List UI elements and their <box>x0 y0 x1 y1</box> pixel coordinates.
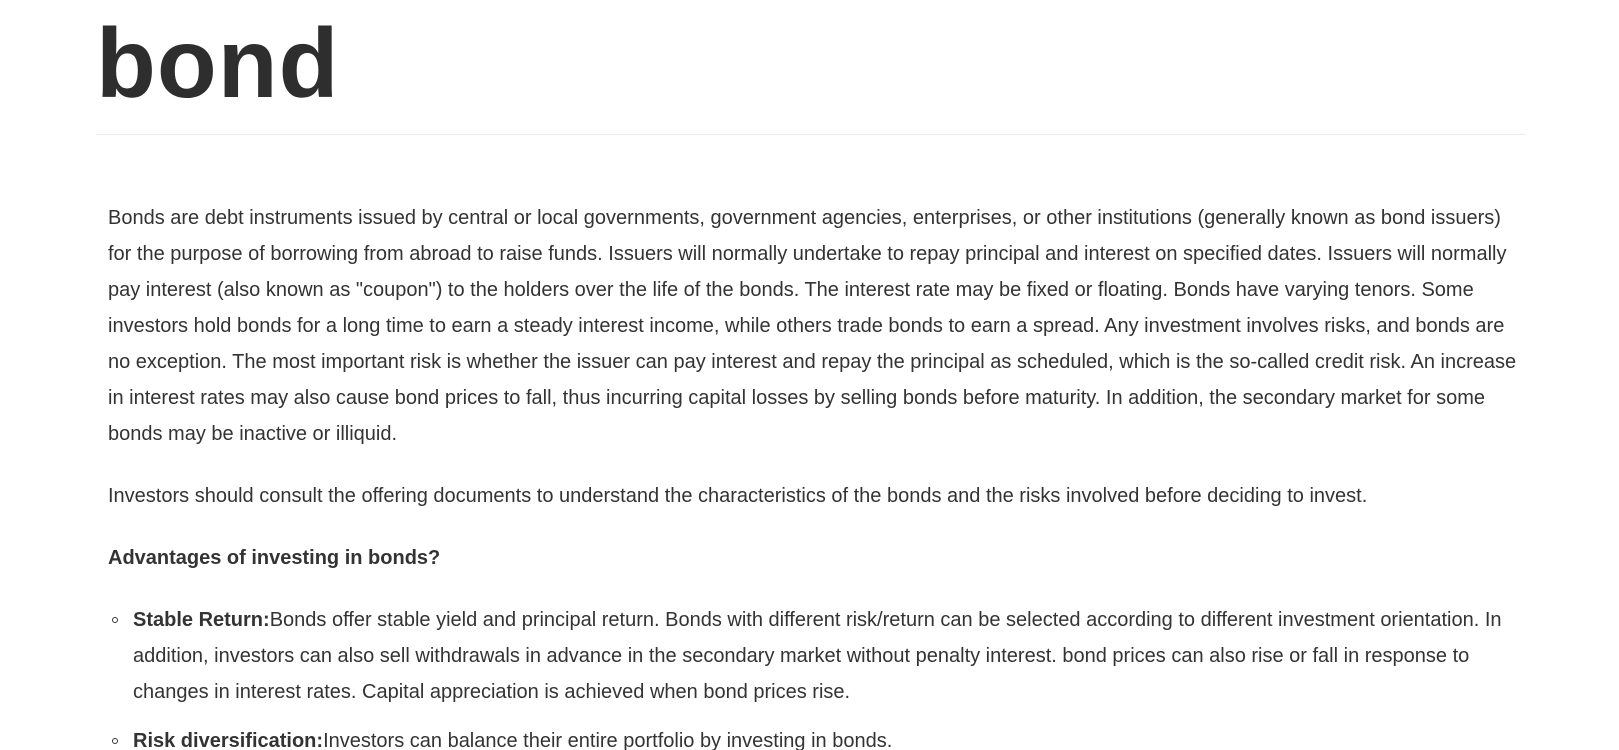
page-title: bond <box>96 8 340 118</box>
advantages-heading: Advantages of investing in bonds? <box>108 547 441 569</box>
title-divider <box>96 134 1526 135</box>
article-content <box>108 200 1528 750</box>
advantage-text: Investors can balance their entire portfolio by investing in bonds. <box>323 730 893 750</box>
advice-paragraph: Investors should consult the offering documents to understand the characteristics of the bonds and the risks involved before deciding to invest. <box>108 485 1368 507</box>
advantage-term: Stable Return: <box>133 609 270 631</box>
list-item <box>108 602 1528 710</box>
advantage-term: Risk diversification: <box>133 730 324 750</box>
intro-paragraph: Bonds are debt instruments issued by central or local governments, government agencies, enterprises, or other institutions (generally known as bond issuers) for the purpose of borrowing from abroad to raise funds. Issuers will normally undertake to repay principal and interest on specified dates. Issuers will normally pay interest (also known as "coupon") to the holders over the life of the bonds. The interest rate may be fixed or floating. Bonds have varying tenors. Some investors hold bonds for a long time to earn a steady interest income, while others trade bonds to earn a spread. Any investment involves risks, and bonds are no exception. The most important risk is whether the issuer can pay interest and repay the principal as scheduled, which is the so-called credit risk. An increase in interest rates may also cause bond prices to fall, thus incurring capital losses by selling bonds before maturity. In addition, the secondary market for some bonds may be inactive or illiquid. <box>108 207 1517 445</box>
list-item <box>108 723 1528 750</box>
advantages-list <box>108 602 1528 750</box>
advantage-text: Bonds offer stable yield and principal return. Bonds with different risk/return can be selected according to different investment orientation. In addition, investors can also sell withdrawals in advance in the secondary market without penalty interest. bond prices can also rise or fall in response to changes in interest rates. Capital appreciation is achieved when bond prices rise. <box>133 609 1502 703</box>
circle-bullet-icon <box>112 738 118 744</box>
circle-bullet-icon <box>112 617 118 623</box>
